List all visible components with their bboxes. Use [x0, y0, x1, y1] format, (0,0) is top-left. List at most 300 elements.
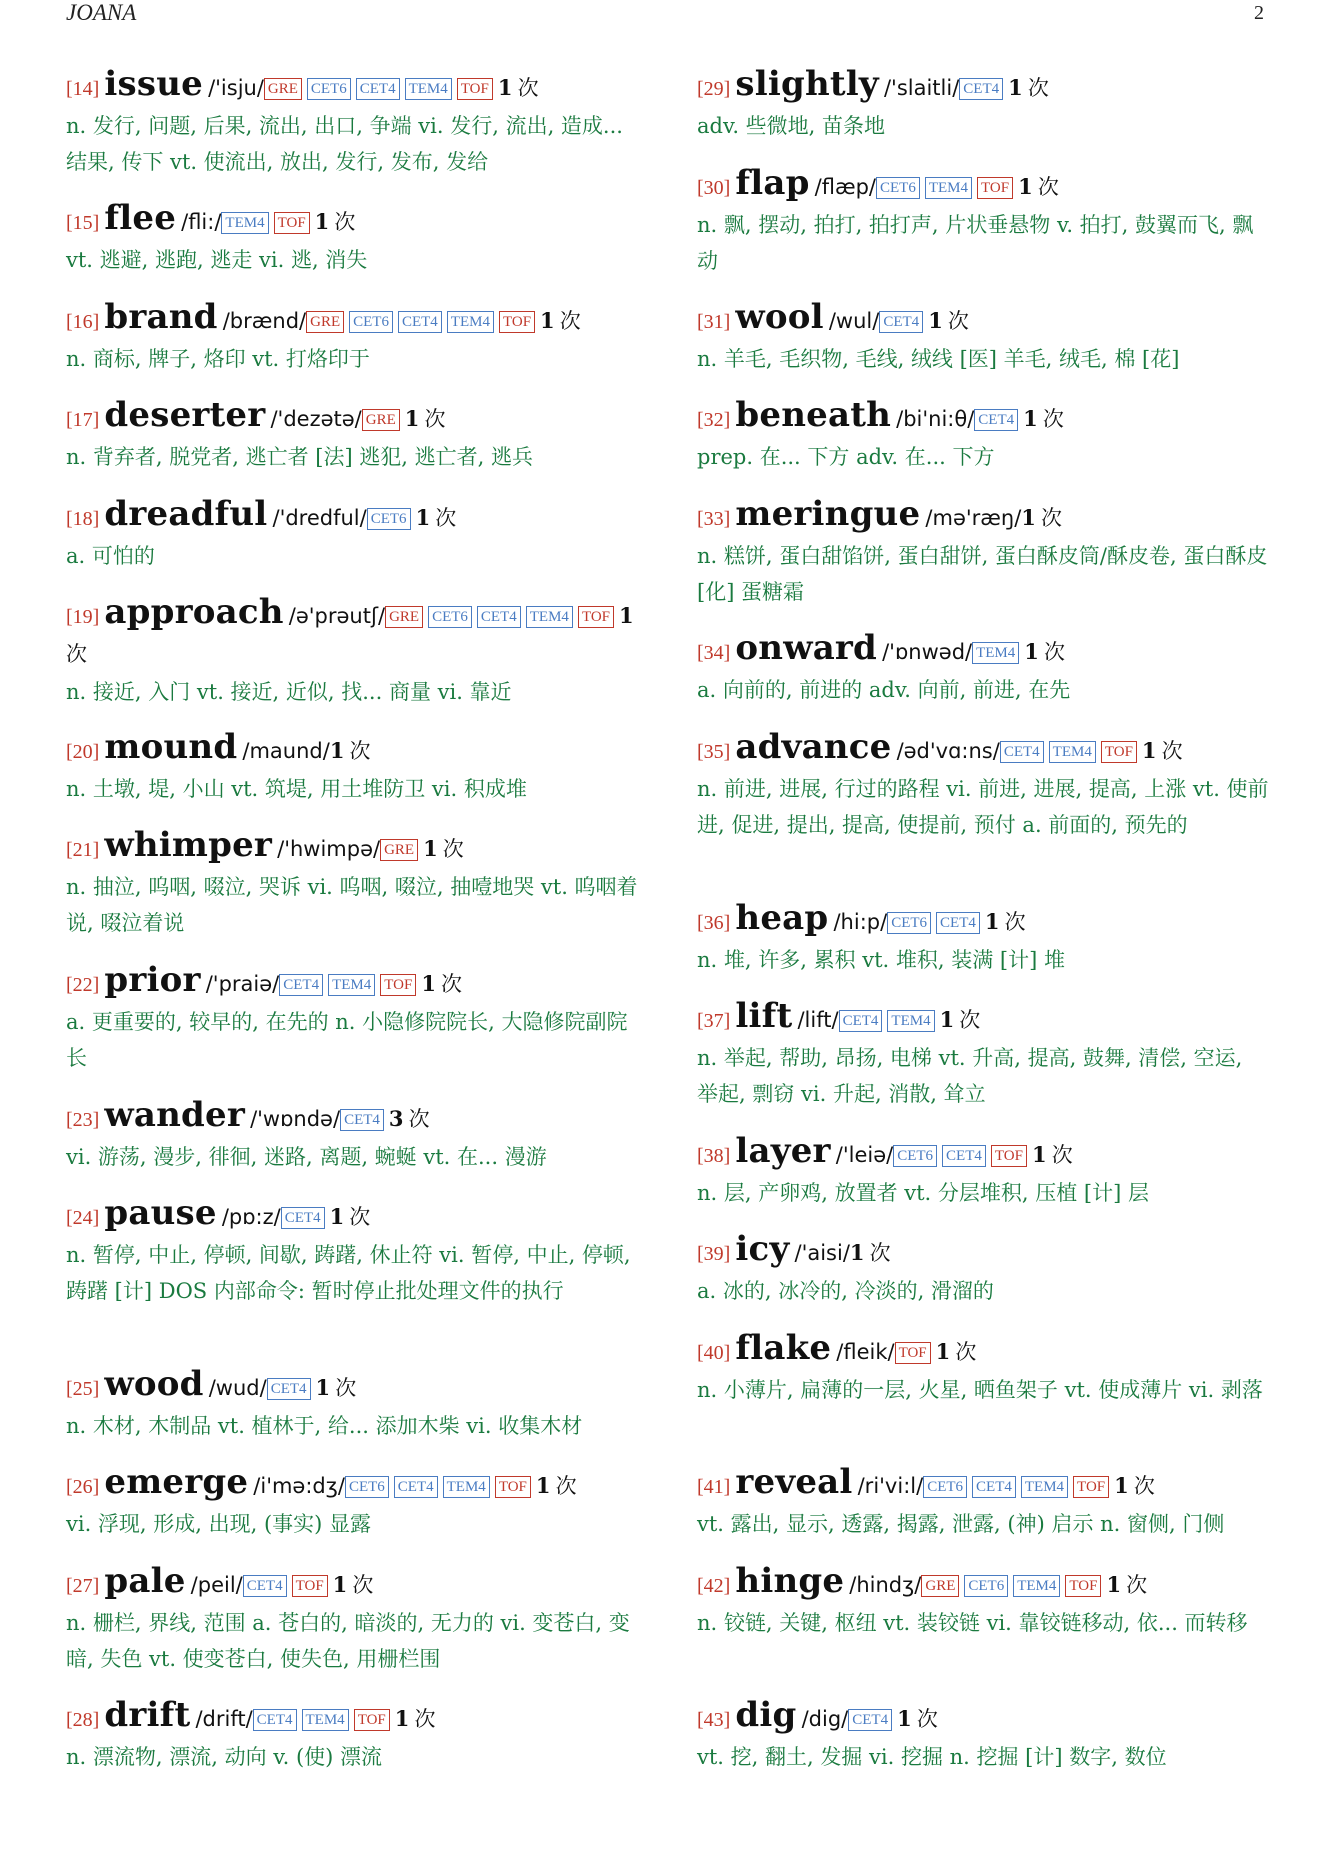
entry-index: [22]: [66, 974, 100, 996]
occurrence-count: 1: [984, 909, 1000, 934]
vocab-entry: [66, 827, 638, 941]
pronunciation: /ri'vi:l/: [857, 1474, 924, 1498]
occurrence-count: 1: [1114, 1473, 1129, 1498]
vocab-entry: [66, 299, 638, 377]
exam-tag-cet4: CET4: [1000, 741, 1044, 763]
vocab-entry: [66, 397, 638, 475]
count-unit: 次: [1133, 1474, 1155, 1498]
exam-tag-tem4: TEM4: [887, 1010, 934, 1032]
entry-headline: [66, 594, 638, 674]
pronunciation: /'hwimpə/: [277, 837, 381, 861]
vocab-entry: [697, 1330, 1269, 1408]
exam-tag-tem4: TEM4: [925, 177, 972, 199]
exam-tag-tem4: TEM4: [526, 606, 573, 628]
pronunciation: /maund/: [242, 739, 330, 763]
entry-index: [39]: [697, 1243, 731, 1265]
exam-tag-gre: GRE: [921, 1575, 959, 1597]
definition: vi. 浮现, 形成, 出现, (事实) 显露: [66, 1512, 372, 1536]
occurrence-count: 1: [928, 308, 943, 333]
definition: a. 向前的, 前进的 adv. 向前, 前进, 在先: [697, 678, 1071, 702]
vocab-entry: [66, 1563, 638, 1677]
entry-headline: [66, 1366, 638, 1408]
occurrence-count: 1: [497, 75, 513, 100]
entry-index: [32]: [697, 409, 731, 431]
entry-index: [37]: [697, 1010, 731, 1032]
definition: n. 小薄片, 扁薄的一层, 火星, 晒鱼架子 vt. 使成薄片 vi. 剥落: [697, 1378, 1263, 1402]
headword: beneath: [735, 395, 892, 435]
pronunciation: /i'mə:dʒ/: [253, 1474, 345, 1498]
entry-headline: [697, 900, 1269, 942]
exam-tag-tof: TOF: [895, 1342, 931, 1364]
entry-headline: [697, 1697, 1269, 1739]
page-number: 2: [1254, 2, 1264, 24]
vocab-entry: [697, 729, 1269, 843]
vocab-entry: [697, 299, 1269, 377]
exam-tag-cet4: CET4: [477, 606, 521, 628]
exam-tag-cet4: CET4: [279, 974, 323, 996]
headword: deserter: [104, 395, 266, 435]
exam-tag-gre: GRE: [380, 839, 418, 861]
headword: dig: [735, 1695, 797, 1735]
entry-headline: [66, 1563, 638, 1605]
count-unit: 次: [1051, 1143, 1073, 1167]
vocab-entry: [66, 729, 638, 807]
occurrence-count: 1: [314, 209, 330, 234]
definition: adv. 些微地, 苗条地: [697, 114, 886, 138]
exam-tag-cet6: CET6: [428, 606, 472, 628]
exam-tag-tof: TOF: [274, 212, 310, 234]
count-unit: 次: [424, 407, 446, 431]
exam-tag-tem4: TEM4: [405, 78, 452, 100]
headword: brand: [104, 297, 218, 337]
occurrence-count: 3: [388, 1106, 404, 1131]
definition: vi. 游荡, 漫步, 徘徊, 迷路, 离题, 蜿蜒 vt. 在... 漫游: [66, 1145, 547, 1169]
headword: layer: [735, 1131, 831, 1171]
occurrence-count: 1: [315, 1375, 331, 1400]
entry-headline: [697, 1464, 1269, 1506]
vocab-entry: [697, 397, 1269, 475]
vocab-entry: [697, 1464, 1269, 1542]
pronunciation: /'dezətə/: [270, 407, 362, 431]
occurrence-count: 1: [1018, 174, 1033, 199]
headword: pale: [104, 1561, 186, 1601]
entry-headline: [66, 1697, 638, 1739]
pronunciation: /ə'prəutʃ/: [288, 604, 386, 628]
definition: vt. 挖, 翻土, 发掘 vi. 挖掘 n. 挖掘 [计] 数字, 数位: [697, 1745, 1167, 1769]
vocab-entry: [697, 998, 1269, 1112]
vocab-entry: [66, 1097, 638, 1175]
occurrence-count: 1: [1031, 1142, 1047, 1167]
headword: onward: [735, 628, 878, 668]
exam-tag-tem4: TEM4: [447, 311, 494, 333]
exam-tag-cet4: CET4: [848, 1709, 892, 1731]
definition: n. 木材, 木制品 vt. 植林于, 给... 添加木柴 vi. 收集木材: [66, 1414, 583, 1438]
entry-headline: [697, 1133, 1269, 1175]
entry-index: [23]: [66, 1109, 100, 1131]
exam-tag-tem4: TEM4: [302, 1709, 349, 1731]
count-unit: 次: [349, 739, 371, 763]
definition: n. 栅栏, 界线, 范围 a. 苍白的, 暗淡的, 无力的 vi. 变苍白, 变暗, 失色 vt. 使变苍白, 使失色, 用栅栏围: [66, 1611, 630, 1671]
exam-tag-gre: GRE: [362, 409, 400, 431]
exam-tag-tof: TOF: [292, 1575, 328, 1597]
exam-tag-tof: TOF: [991, 1145, 1027, 1167]
headword: issue: [104, 64, 203, 104]
pronunciation: /drift/: [195, 1707, 253, 1731]
vocab-entry: [66, 1697, 638, 1775]
headword: prior: [104, 960, 201, 1000]
entry-headline: [66, 397, 638, 439]
entry-index: [24]: [66, 1207, 100, 1229]
count-unit: 次: [955, 1340, 977, 1364]
definition: n. 飘, 摆动, 拍打, 拍打声, 片状垂悬物 v. 拍打, 鼓翼而飞, 飘动: [697, 213, 1254, 273]
entry-index: [41]: [697, 1476, 731, 1498]
pronunciation: /'dredful/: [272, 506, 367, 530]
vocab-entry: [66, 1366, 638, 1444]
headword: flee: [104, 198, 177, 238]
exam-tag-cet4: CET4: [879, 311, 923, 333]
entry-headline: [66, 1464, 638, 1506]
entry-index: [42]: [697, 1575, 731, 1597]
count-unit: 次: [1004, 910, 1026, 934]
vocab-entry: [697, 630, 1269, 708]
entry-headline: [697, 66, 1269, 108]
entry-index: [30]: [697, 177, 731, 199]
occurrence-count: 1: [423, 836, 438, 861]
count-unit: 次: [869, 1241, 891, 1265]
exam-tag-cet4: CET4: [398, 311, 442, 333]
headword: heap: [735, 898, 829, 938]
occurrence-count: 1: [329, 738, 345, 763]
exam-tag-tem4: TEM4: [1021, 1476, 1068, 1498]
count-unit: 次: [1037, 175, 1059, 199]
vocab-entry: [697, 1133, 1269, 1211]
pronunciation: /fli:/: [181, 210, 222, 234]
count-unit: 次: [334, 210, 356, 234]
count-unit: 次: [1042, 407, 1064, 431]
exam-tag-tem4: TEM4: [443, 1476, 490, 1498]
definition: a. 更重要的, 较早的, 在先的 n. 小隐修院院长, 大隐修院副院长: [66, 1010, 628, 1070]
exam-tag-cet6: CET6: [349, 311, 393, 333]
entry-headline: [66, 1097, 638, 1139]
running-header-title: JOANA: [66, 0, 137, 25]
exam-tag-gre: GRE: [306, 311, 344, 333]
occurrence-count: 1: [619, 603, 634, 628]
vocab-entry: [66, 1195, 638, 1309]
vocab-entry: [697, 1563, 1269, 1641]
entry-index: [18]: [66, 508, 100, 530]
entry-headline: [66, 827, 638, 869]
occurrence-count: 1: [1141, 738, 1157, 763]
entry-index: [19]: [66, 606, 100, 628]
exam-tag-cet4: CET4: [839, 1010, 883, 1032]
entry-index: [16]: [66, 311, 100, 333]
exam-tag-tem4: TEM4: [221, 212, 268, 234]
entry-index: [36]: [697, 912, 731, 934]
exam-tag-cet4: CET4: [936, 912, 980, 934]
headword: flap: [735, 163, 810, 203]
pronunciation: /wul/: [828, 309, 880, 333]
entry-index: [14]: [66, 78, 100, 100]
headword: icy: [735, 1229, 790, 1269]
vocab-entry: [697, 496, 1269, 610]
definition: n. 接近, 入门 vt. 接近, 近似, 找... 商量 vi. 靠近: [66, 680, 512, 704]
headword: meringue: [735, 494, 921, 534]
vocab-entry: [66, 594, 638, 710]
occurrence-count: 1: [332, 1572, 348, 1597]
vocab-entry: [66, 200, 638, 278]
entry-index: [31]: [697, 311, 731, 333]
headword: whimper: [104, 825, 273, 865]
entry-index: [27]: [66, 1575, 100, 1597]
entry-headline: [697, 729, 1269, 771]
vocab-entry: [66, 962, 638, 1076]
exam-tag-tof: TOF: [495, 1476, 531, 1498]
occurrence-count: 1: [329, 1204, 345, 1229]
occurrence-count: 1: [939, 1007, 955, 1032]
count-unit: 次: [66, 642, 87, 666]
definition: n. 商标, 牌子, 烙印 vt. 打烙印于: [66, 347, 370, 371]
pronunciation: /'slaitli/: [883, 76, 960, 100]
count-unit: 次: [947, 309, 969, 333]
occurrence-count: 1: [1023, 406, 1038, 431]
exam-tag-cet6: CET6: [367, 508, 411, 530]
headword: emerge: [104, 1462, 249, 1502]
definition: n. 发行, 问题, 后果, 流出, 出口, 争端 vi. 发行, 流出, 造成... 结果, 传下 vt. 使流出, 放出, 发行, 发布, 发给: [66, 114, 623, 174]
headword: dreadful: [104, 494, 268, 534]
entry-headline: [66, 962, 638, 1004]
occurrence-count: 1: [421, 971, 436, 996]
entry-headline: [697, 299, 1269, 341]
count-unit: 次: [916, 1707, 938, 1731]
exam-tag-cet4: CET4: [959, 78, 1003, 100]
entry-headline: [66, 1195, 638, 1237]
count-unit: 次: [335, 1376, 357, 1400]
entry-index: [33]: [697, 508, 731, 530]
occurrence-count: 1: [404, 406, 420, 431]
definition: n. 前进, 进展, 行过的路程 vi. 前进, 进展, 提高, 上涨 vt. 使前进, 促进, 提出, 提高, 使提前, 预付 a. 前面的, 预先的: [697, 777, 1269, 837]
entry-index: [28]: [66, 1709, 100, 1731]
entry-headline: [697, 496, 1269, 538]
exam-tag-cet4: CET4: [974, 409, 1018, 431]
pronunciation: /hi:p/: [833, 910, 888, 934]
entry-headline: [697, 998, 1269, 1040]
exam-tag-cet4: CET4: [942, 1145, 986, 1167]
entry-index: [25]: [66, 1378, 100, 1400]
entry-headline: [697, 165, 1269, 207]
pronunciation: /'leiə/: [835, 1143, 894, 1167]
exam-tag-cet4: CET4: [972, 1476, 1016, 1498]
entry-headline: [66, 299, 638, 341]
headword: wood: [104, 1364, 204, 1404]
count-unit: 次: [1044, 640, 1065, 664]
definition: n. 举起, 帮助, 昂扬, 电梯 vt. 升高, 提高, 鼓舞, 清偿, 空运, 举起, 剽窃 vi. 升起, 消散, 耸立: [697, 1046, 1243, 1106]
count-unit: 次: [349, 1205, 371, 1229]
entry-headline: [697, 630, 1269, 672]
exam-tag-tem4: TEM4: [328, 974, 375, 996]
headword: pause: [104, 1193, 217, 1233]
entry-index: [26]: [66, 1476, 100, 1498]
occurrence-count: 1: [1008, 75, 1023, 100]
exam-tag-tof: TOF: [578, 606, 614, 628]
exam-tag-cet6: CET6: [345, 1476, 389, 1498]
vocab-entry: [66, 1464, 638, 1542]
definition: n. 铰链, 关键, 枢纽 vt. 装铰链 vi. 靠铰链移动, 依... 而转移: [697, 1611, 1248, 1635]
definition: n. 堆, 许多, 累积 vt. 堆积, 装满 [计] 堆: [697, 948, 1065, 972]
exam-tag-cet4: CET4: [340, 1109, 384, 1131]
entry-index: [43]: [697, 1709, 731, 1731]
exam-tag-tof: TOF: [1065, 1575, 1101, 1597]
occurrence-count: 1: [1024, 639, 1039, 664]
entry-index: [38]: [697, 1145, 731, 1167]
pronunciation: /wud/: [208, 1376, 267, 1400]
exam-tag-tof: TOF: [354, 1709, 390, 1731]
occurrence-count: 1: [935, 1339, 951, 1364]
entry-headline: [697, 1330, 1269, 1372]
occurrence-count: 1: [897, 1706, 912, 1731]
occurrence-count: 1: [415, 505, 431, 530]
occurrence-count: 1: [535, 1473, 551, 1498]
headword: reveal: [735, 1462, 853, 1502]
definition: prep. 在... 下方 adv. 在... 下方: [697, 445, 995, 469]
exam-tag-cet4: CET4: [267, 1378, 311, 1400]
count-unit: 次: [352, 1573, 374, 1597]
exam-tag-tof: TOF: [499, 311, 535, 333]
definition: a. 冰的, 冰冷的, 冷淡的, 滑溜的: [697, 1279, 994, 1303]
pronunciation: /pɒ:z/: [221, 1205, 281, 1229]
vocab-entry: [66, 496, 638, 574]
exam-tag-tof: TOF: [1073, 1476, 1109, 1498]
headword: drift: [104, 1695, 191, 1735]
exam-tag-cet6: CET6: [876, 177, 920, 199]
exam-tag-cet4: CET4: [394, 1476, 438, 1498]
entry-index: [17]: [66, 409, 100, 431]
definition: n. 暂停, 中止, 停顿, 间歇, 踌躇, 休止符 vi. 暂停, 中止, 停顿, 踌躇 [计] DOS 内部命令: 暂时停止批处理文件的执行: [66, 1243, 631, 1303]
occurrence-count: 1: [1021, 505, 1036, 530]
entry-headline: [697, 1563, 1269, 1605]
entry-headline: [697, 1231, 1269, 1273]
entry-headline: [66, 66, 638, 108]
entry-index: [15]: [66, 212, 100, 234]
exam-tag-tof: TOF: [380, 974, 416, 996]
pronunciation: /'praiə/: [205, 972, 280, 996]
headword: flake: [735, 1328, 832, 1368]
definition: n. 抽泣, 呜咽, 啜泣, 哭诉 vi. 呜咽, 啜泣, 抽噎地哭 vt. 呜咽着说, 啜泣着说: [66, 875, 638, 935]
pronunciation: /əd'vɑ:ns/: [896, 739, 1000, 763]
entry-headline: [66, 200, 638, 242]
exam-tag-cet4: CET4: [281, 1207, 325, 1229]
exam-tag-tof: TOF: [457, 78, 493, 100]
entry-index: [35]: [697, 741, 731, 763]
definition: a. 可怕的: [66, 544, 155, 568]
count-unit: 次: [441, 972, 463, 996]
definition: n. 羊毛, 毛织物, 毛线, 绒线 [医] 羊毛, 绒毛, 棉 [花]: [697, 347, 1180, 371]
entry-index: [40]: [697, 1342, 731, 1364]
pronunciation: /fleik/: [836, 1340, 895, 1364]
entry-headline: [697, 397, 1269, 439]
exam-tag-tem4: TEM4: [1013, 1575, 1060, 1597]
exam-tag-tof: TOF: [1101, 741, 1137, 763]
pronunciation: /mə'ræŋ/: [925, 506, 1022, 530]
entry-headline: [66, 729, 638, 771]
count-unit: 次: [408, 1107, 430, 1131]
exam-tag-gre: GRE: [385, 606, 423, 628]
count-unit: 次: [559, 309, 581, 333]
pronunciation: /brænd/: [222, 309, 307, 333]
occurrence-count: 1: [1106, 1572, 1122, 1597]
definition: vt. 逃避, 逃跑, 逃走 vi. 逃, 消失: [66, 248, 368, 272]
count-unit: 次: [414, 1707, 436, 1731]
count-unit: 次: [1126, 1573, 1148, 1597]
exam-tag-cet6: CET6: [887, 912, 931, 934]
headword: wander: [104, 1095, 245, 1135]
exam-tag-cet6: CET6: [964, 1575, 1008, 1597]
count-unit: 次: [1041, 506, 1062, 530]
vocab-entry: [697, 165, 1269, 279]
count-unit: 次: [959, 1008, 981, 1032]
vocab-entry: [66, 66, 638, 180]
entry-index: [20]: [66, 741, 100, 763]
entry-index: [29]: [697, 78, 731, 100]
definition: n. 糕饼, 蛋白甜馅饼, 蛋白甜饼, 蛋白酥皮筒/酥皮卷, 蛋白酥皮 [化] 蛋糖霜: [697, 544, 1268, 604]
pronunciation: /dig/: [801, 1707, 849, 1731]
definition: n. 层, 产卵鸡, 放置者 vt. 分层堆积, 压植 [计] 层: [697, 1181, 1149, 1205]
count-unit: 次: [555, 1474, 577, 1498]
count-unit: 次: [517, 76, 539, 100]
exam-tag-cet4: CET4: [356, 78, 400, 100]
occurrence-count: 1: [540, 308, 555, 333]
definition: vt. 露出, 显示, 透露, 揭露, 泄露, (神) 启示 n. 窗侧, 门侧: [697, 1512, 1225, 1536]
pronunciation: /'isju/: [208, 76, 264, 100]
pronunciation: /flæp/: [814, 175, 877, 199]
definition: n. 背弃者, 脱党者, 逃亡者 [法] 逃犯, 逃亡者, 逃兵: [66, 445, 534, 469]
entry-headline: [66, 496, 638, 538]
exam-tag-gre: GRE: [264, 78, 302, 100]
exam-tag-cet6: CET6: [893, 1145, 937, 1167]
entry-index: [21]: [66, 839, 100, 861]
count-unit: 次: [435, 506, 457, 530]
headword: approach: [104, 592, 284, 632]
count-unit: 次: [442, 837, 464, 861]
occurrence-count: 1: [394, 1706, 410, 1731]
exam-tag-tem4: TEM4: [972, 642, 1019, 664]
entry-index: [34]: [697, 642, 731, 664]
definition: n. 土墩, 堤, 小山 vt. 筑堤, 用土堆防卫 vi. 积成堆: [66, 777, 527, 801]
exam-tag-cet6: CET6: [307, 78, 351, 100]
exam-tag-tem4: TEM4: [1049, 741, 1096, 763]
exam-tag-cet4: CET4: [243, 1575, 287, 1597]
exam-tag-tof: TOF: [977, 177, 1013, 199]
headword: advance: [735, 727, 892, 767]
pronunciation: /hindʒ/: [849, 1573, 922, 1597]
headword: mound: [104, 727, 238, 767]
pronunciation: /bi'ni:θ/: [896, 407, 975, 431]
headword: lift: [735, 996, 793, 1036]
count-unit: 次: [1161, 739, 1183, 763]
pronunciation: /'ɒnwəd/: [882, 640, 973, 664]
vocab-entry: [697, 1231, 1269, 1309]
pronunciation: /lift/: [797, 1008, 839, 1032]
pronunciation: /'wɒndə/: [250, 1107, 341, 1131]
headword: wool: [735, 297, 824, 337]
count-unit: 次: [1027, 76, 1049, 100]
vocab-entry: [697, 900, 1269, 978]
exam-tag-cet6: CET6: [923, 1476, 967, 1498]
headword: hinge: [735, 1561, 845, 1601]
pronunciation: /peil/: [190, 1573, 243, 1597]
exam-tag-cet4: CET4: [253, 1709, 297, 1731]
vocab-entry: [697, 66, 1269, 144]
pronunciation: /'aisi/: [794, 1241, 850, 1265]
